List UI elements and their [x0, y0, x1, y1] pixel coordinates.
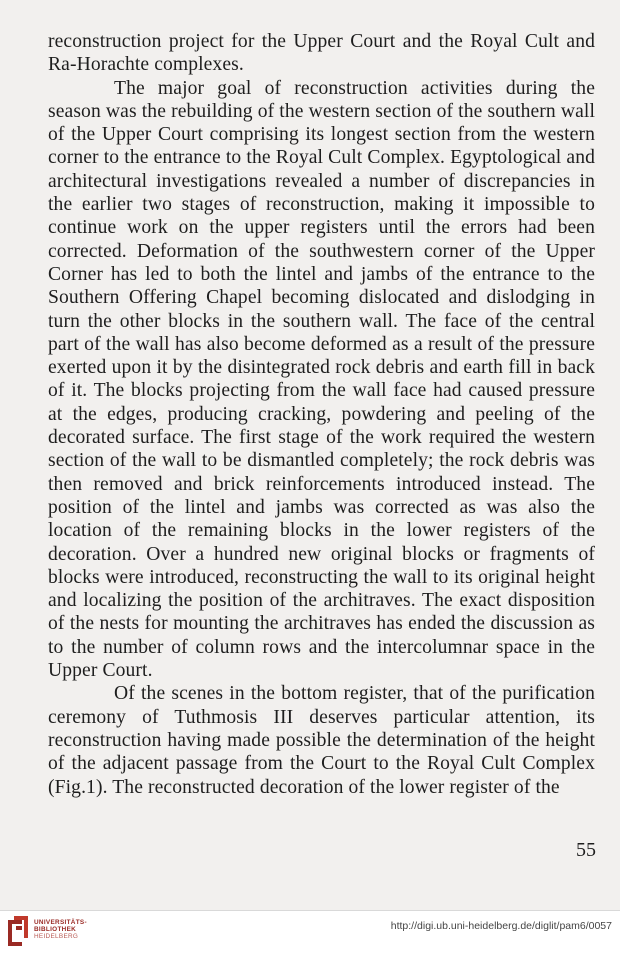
digitization-footer — [0, 910, 620, 953]
library-name-line-1: UNIVERSITÄTS- — [34, 919, 87, 926]
paragraph-1: reconstruction project for the Upper Court and the Royal Cult and Ra-Horachte complexes. — [48, 31, 595, 76]
source-url[interactable]: http://digi.ub.uni-heidelberg.de/diglit/pam6/0057 — [390, 920, 612, 932]
paragraph-2: The major goal of reconstruction activities during the season was the rebuilding of the western section of the southern wall of the Upper Court comprising its longest section from the western corner to the entrance to the Royal Cult Complex. Egyptological and architectural investigations revealed a number of discrepancies in the earlier two stages of reconstruction, making it impossible to continue work on the upper registers until the errors had been corrected. Deformation of the southwestern corner of the Upper Corner has led to both the lintel and jambs of the entrance to the Southern Offering Chapel becoming dislocated and dislodging in turn the other blocks in the southern wall. The face of the central part of the wall has also become deformed as a result of the pressure exerted upon it by the disintegrated rock debris and earth fill in back of it. The blocks projecting from the wall face had caused pressure at the edges, producing cracking, powdering and peeling of the decorated surface. The first stage of the work required the western section of the wall to be dismantled completely; the rock debris was then removed and brick reinforcements introduced instead. The position of the lintel and jambs was corrected as was also the location of the remaining blocks in the lower registers of the decoration. Over a hundred new original blocks or fragments of blocks were introduced, reconstructing the wall to its original height and localizing the position of the architraves. The exact disposition of the nests for mounting the architraves has ended the discussion as to the number of column rows and the intercolumnar space in the Upper Court. — [48, 77, 595, 682]
university-library-logo-icon — [6, 916, 30, 946]
library-name — [34, 919, 87, 941]
library-name-line-3: HEIDELBERG — [34, 933, 79, 941]
paragraph-3: Of the scenes in the bottom register, that of the purification ceremony of Tuthmosis III deserves particular attention, its reconstruction having made possible the determination of the height of the adjacent passage from the Court to the Royal Cult Complex (Fig.1). The reconstructed decoration of the lower register of the — [48, 683, 595, 798]
page-number: 55 — [576, 839, 596, 861]
library-name-line-2: BIBLIOTHEK — [34, 926, 77, 934]
body-text — [48, 30, 595, 799]
